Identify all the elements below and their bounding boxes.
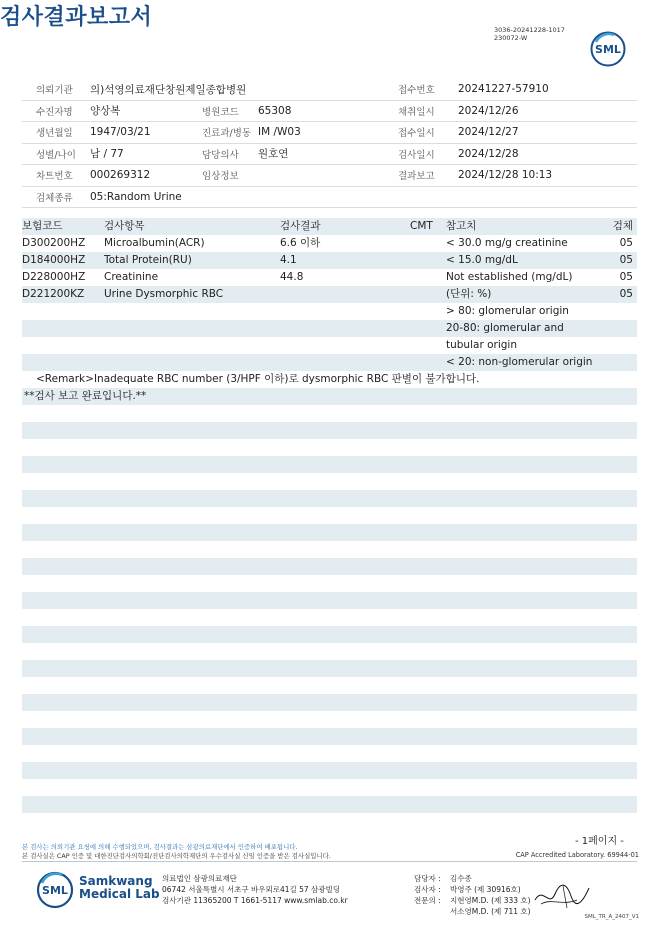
col-header-specimen: 검체 (612, 220, 633, 232)
info-label: 검체종류 (22, 186, 90, 208)
info-value: 1947/03/21 (90, 122, 202, 144)
info-value: 의)석영의료재단창원제일종합병원 (90, 79, 398, 100)
staff-info (414, 873, 531, 917)
info-value: IM /W03 (258, 122, 398, 144)
info-label: 결과보고 (398, 165, 458, 187)
result-value: 6.6 이하 (280, 237, 321, 249)
result-code: D184000HZ (22, 254, 86, 266)
info-label: 차트번호 (22, 165, 90, 187)
result-specimen: 05 (619, 288, 633, 300)
result-ref: (단위: %) (446, 288, 492, 300)
info-label: 채취일시 (398, 100, 458, 122)
info-value: 양상복 (90, 100, 202, 122)
info-label: 담당의사 (202, 143, 258, 165)
result-code: D300200HZ (22, 237, 86, 249)
result-value: 4.1 (280, 254, 297, 266)
info-value: 65308 (258, 100, 398, 122)
info-label: 성별/나이 (22, 143, 90, 165)
col-header-ref: 참고치 (446, 220, 477, 232)
info-value: 20241227-57910 (458, 79, 637, 100)
ref-continuation-line: tubular origin (446, 339, 517, 351)
result-value: 44.8 (280, 271, 304, 283)
page-number: - 1페이지 - (575, 836, 624, 847)
result-item: Microalbumin(ACR) (104, 237, 205, 249)
staff-role: 담당자 : (414, 874, 441, 883)
staff-line (414, 884, 531, 895)
info-row (22, 79, 637, 100)
result-code: D228000HZ (22, 271, 86, 283)
org-line: 06742 서울특별시 서초구 바우뫼로41길 57 삼광빌딩 (162, 885, 341, 894)
col-header-item: 검사항목 (104, 220, 145, 232)
staff-name: 김수종 (450, 874, 472, 883)
info-label: 수진자명 (22, 100, 90, 122)
table-row (22, 235, 637, 252)
table-row (22, 286, 637, 303)
staff-name: 박영주 (제 30916호) (450, 885, 521, 894)
cap-accreditation: CAP Accredited Laboratory. 69944-01 (515, 851, 639, 859)
info-value: 원호연 (258, 143, 398, 165)
form-code: SML_TR_A_2407_V1 (584, 914, 639, 920)
staff-role: 전문의 : (414, 896, 441, 905)
report-complete-text: **검사 보고 완료입니다.** (24, 390, 147, 402)
col-header-cmt: CMT (410, 220, 433, 232)
info-label: 진료과/병동 (202, 122, 258, 144)
staff-role: 검사자 : (414, 885, 441, 894)
result-ref: < 15.0 mg/dL (446, 254, 518, 266)
staff-line (414, 873, 531, 884)
info-value (258, 165, 398, 187)
info-label: 생년월일 (22, 122, 90, 144)
document-id (494, 26, 565, 42)
result-code: D221200KZ (22, 288, 85, 300)
footer-note: 본 검사는 의뢰기관 요청에 의해 수행되었으며, 검사결과는 삼광의료재단에서 인증하여 배포됩니다. (22, 843, 298, 851)
logo-text: SML (42, 884, 68, 897)
info-value: 2024/12/28 (458, 143, 637, 165)
info-value: 2024/12/28 10:13 (458, 165, 637, 187)
sml-logo-icon (590, 31, 626, 67)
footer-note: 본 검사실은 CAP 인증 및 대한진단검사의학회/진단검사의학재단의 우수검사실 신임 인증을 받은 검사실입니다. (22, 852, 331, 860)
brand-line: Medical Lab (79, 887, 160, 901)
info-label: 접수일시 (398, 122, 458, 144)
info-label: 병원코드 (202, 100, 258, 122)
col-header-result: 검사결과 (280, 220, 321, 232)
info-row (22, 100, 637, 122)
info-label: 접수번호 (398, 79, 458, 100)
result-item: Total Protein(RU) (104, 254, 192, 266)
document-id-line2: 230072-W (494, 34, 528, 42)
result-item: Urine Dysmorphic RBC (104, 288, 224, 300)
ref-continuation-line: 20-80: glomerular and (446, 322, 564, 334)
page-title: 검사결과보고서 (0, 5, 153, 30)
info-label: 의뢰기관 (22, 79, 90, 100)
patient-info-table (22, 79, 637, 208)
info-row (22, 122, 637, 144)
result-item: Creatinine (104, 271, 159, 283)
staff-line (414, 906, 531, 917)
staff-line (414, 895, 531, 906)
results-header-row (22, 218, 637, 235)
divider (22, 861, 637, 862)
logo-text: SML (595, 43, 621, 56)
brand-line: Samkwang (79, 874, 153, 888)
staff-name: 지현영M.D. (제 333 호) (450, 896, 531, 905)
org-line: 검사기관 11365200 T 1661-5117 www.smlab.co.kr (162, 896, 348, 905)
result-specimen: 05 (619, 271, 633, 283)
table-row (22, 252, 637, 269)
result-ref: Not established (mg/dL) (446, 271, 573, 283)
info-value: 2024/12/26 (458, 100, 637, 122)
info-label: 검사일시 (398, 143, 458, 165)
sml-logo-icon (36, 871, 74, 909)
info-row (22, 165, 637, 187)
document-id-line1: 3036-20241228-1017 (494, 26, 565, 34)
signature-icon (533, 878, 591, 912)
info-row (22, 186, 637, 208)
result-ref: < 30.0 mg/g creatinine (446, 237, 568, 249)
info-row (22, 143, 637, 165)
brand-name (79, 875, 160, 901)
result-specimen: 05 (619, 237, 633, 249)
remark-text: <Remark>Inadequate RBC number (3/HPF 이하)로 dysmorphic RBC 판별이 불가합니다. (36, 373, 480, 385)
info-value: 2024/12/27 (458, 122, 637, 144)
info-value: 남 / 77 (90, 143, 202, 165)
result-specimen: 05 (619, 254, 633, 266)
info-value: 05:Random Urine (90, 186, 637, 208)
staff-name: 서소영M.D. (제 711 호) (450, 907, 531, 916)
col-header-code: 보험코드 (22, 220, 63, 232)
org-line: 의료법인 삼광의료재단 (162, 874, 237, 883)
table-row (22, 269, 637, 286)
info-label: 임상정보 (202, 165, 258, 187)
ref-continuation-line: > 80: glomerular origin (446, 305, 569, 317)
ref-continuation-line: < 20: non-glomerular origin (446, 356, 593, 368)
info-value: 000269312 (90, 165, 202, 187)
organization-info (162, 873, 348, 906)
